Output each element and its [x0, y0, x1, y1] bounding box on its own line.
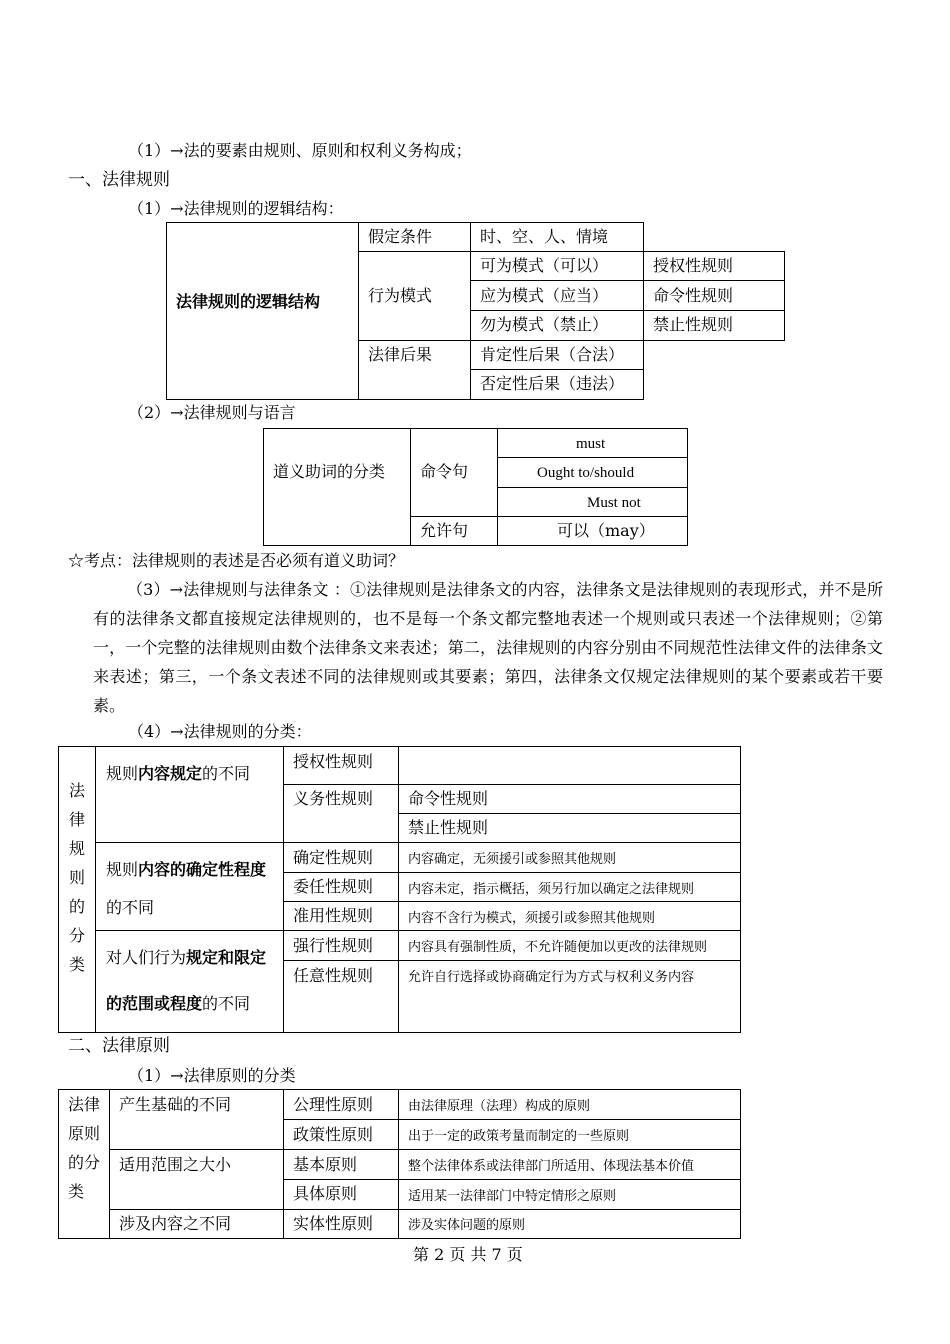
duty-rule: 义务性规则: [293, 789, 374, 808]
axiom-principle-desc: 由法律原理（法理）构成的原则: [408, 1099, 591, 1114]
logic-structure-title: 法律规则的逻辑结构: [176, 292, 321, 311]
definite-rule: 确定性规则: [293, 848, 374, 867]
group-scope: 对人们行为规定和限定: [106, 948, 267, 967]
negative-consequence: 否定性后果（违法）: [480, 374, 625, 393]
basic-principle: 基本原则: [293, 1155, 358, 1174]
section-heading-principles: 二、法律原则: [68, 1036, 170, 1056]
subheading-classification: （4）→法律规则的分类：: [128, 722, 312, 741]
basis-group: 产生基础的不同: [119, 1095, 232, 1114]
policy-principle-desc: 出于一定的政策考量而制定的一些原则: [408, 1129, 630, 1144]
classification-side-label: 法 律 规 则 的 分 类: [68, 781, 85, 974]
permissive-label: 允许句: [420, 521, 469, 540]
scope-group: 适用范围之大小: [119, 1155, 232, 1174]
deontic-label: 道义助词的分类: [273, 462, 386, 481]
group-scope-tail: 的范围或程度的不同: [106, 994, 251, 1013]
must-text: must: [576, 436, 606, 452]
mandatory-rule: 强行性规则: [293, 936, 374, 955]
assumption-label: 假定条件: [368, 227, 433, 246]
principle-side-4: 类: [68, 1182, 85, 1201]
group-content-provision: 规则内容规定的不同: [106, 764, 251, 783]
content-group: 涉及内容之不同: [119, 1214, 232, 1233]
principle-side-2: 原则: [68, 1124, 101, 1143]
ought-text: Ought to/should: [537, 465, 635, 481]
exam-point: ☆考点：法律规则的表述是否必须有道义助词？: [68, 551, 405, 570]
may-pattern: 可为模式（可以）: [480, 256, 609, 275]
specific-principle-desc: 适用某一法律部门中特定情形之原则: [408, 1189, 617, 1204]
may-text: 可以（may）: [557, 521, 655, 540]
substantive-principle: 实体性原则: [293, 1214, 374, 1233]
may-rule: 授权性规则: [653, 256, 734, 275]
principle-side-3: 的分: [68, 1153, 101, 1172]
delegated-rule: 委任性规则: [293, 877, 374, 896]
imperative-label: 命令句: [420, 462, 469, 481]
substantive-principle-desc: 涉及实体问题的原则: [408, 1218, 526, 1233]
must-not-rule: 禁止性规则: [653, 315, 734, 334]
mandatory-rule-desc: 内容具有强制性质，不允许随便加以更改的法律规则: [408, 940, 708, 955]
axiom-principle: 公理性原则: [293, 1095, 374, 1114]
basic-principle-desc: 整个法律体系或法律部门所适用、体现法基本价值: [408, 1159, 695, 1174]
optional-rule: 任意性规则: [293, 966, 374, 985]
should-rule: 命令性规则: [653, 286, 734, 305]
paragraph-rules-and-articles: （3）→法律规则与法律条文 ：①法律规则是法律条文的内容，法律条文是法律规则的表现形式，并不是所有的法律条文都直接规定法律规则的，也不是每一个条文都完整地表述一个规则或只表述一个法律规则；②第一，一个完整的法律规则由数个法律条文来表述；第二，法律规则的内容分别由不同规范性法律文件的法律条文来表述；第三，一个条文表述不同的法律规则或其要素；第四，法律条文仅规定法律规则的某个要素或若干要素。: [93, 580, 883, 715]
behavior-label: 行为模式: [368, 286, 433, 305]
group-certainty: 规则内容的确定性程度: [106, 860, 267, 879]
subheading-logic-structure: （1）→法律规则的逻辑结构：: [128, 199, 344, 218]
assumption-value: 时、空、人、情境: [480, 227, 609, 246]
consequence-label: 法律后果: [368, 345, 433, 364]
referred-rule-desc: 内容不含行为模式，须援引或参照其他规则: [408, 911, 656, 926]
command-rule: 命令性规则: [408, 789, 489, 808]
must-not-pattern: 勿为模式（禁止）: [480, 315, 609, 334]
group-certainty-tail: 的不同: [106, 898, 155, 917]
intro-line: （1）→法的要素由规则、原则和权利义务构成；: [128, 141, 472, 160]
should-pattern: 应为模式（应当）: [480, 286, 609, 305]
subheading-language: （2）→法律规则与语言: [128, 403, 296, 422]
prohibit-rule: 禁止性规则: [408, 818, 489, 837]
page-footer: 第 2 页 共 7 页: [413, 1245, 523, 1264]
referred-rule: 准用性规则: [293, 906, 374, 925]
must-not-text: Must not: [587, 495, 641, 511]
principle-side-1: 法律: [68, 1095, 101, 1114]
section-heading-rules: 一、法律规则: [68, 170, 170, 190]
optional-rule-desc: 允许自行选择或协商确定行为方式与权利义务内容: [408, 970, 695, 985]
policy-principle: 政策性原则: [293, 1125, 374, 1144]
empower-rule: 授权性规则: [293, 752, 374, 771]
specific-principle: 具体原则: [293, 1184, 358, 1203]
subheading-principle-classification: （1）→法律原则的分类: [128, 1066, 296, 1085]
delegated-rule-desc: 内容未定，指示概括，须另行加以确定之法律规则: [408, 882, 695, 897]
definite-rule-desc: 内容确定，无须援引或参照其他规则: [408, 852, 617, 867]
positive-consequence: 肯定性后果（合法）: [480, 345, 625, 364]
